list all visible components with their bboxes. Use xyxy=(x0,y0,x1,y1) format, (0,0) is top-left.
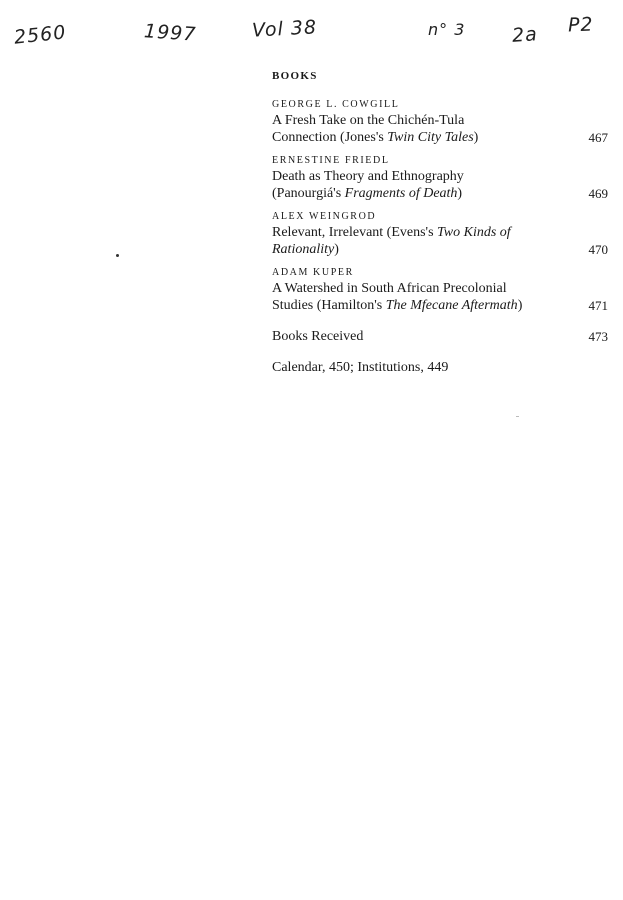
entry-title-line: A Fresh Take on the Chichén-Tula xyxy=(272,113,465,128)
section-title: BOOKS xyxy=(272,70,318,82)
handwritten-note: 1997 xyxy=(143,20,198,46)
scan-speck xyxy=(116,254,119,257)
table-of-contents xyxy=(272,98,608,376)
toc-entry xyxy=(272,154,608,202)
entry-page-number: 470 xyxy=(588,242,608,257)
entry-title-line: (Panourgiá's Fragments of Death) xyxy=(272,186,463,201)
calendar-institutions-line: Calendar, 450; Institutions, 449 xyxy=(272,360,449,375)
handwritten-note: n° 3 xyxy=(428,20,466,39)
handwritten-note: 2a xyxy=(511,23,539,47)
entry-page-number: 471 xyxy=(588,298,608,313)
books-received-page-number: 473 xyxy=(588,329,608,344)
entry-title-line: A Watershed in South African Precolonial xyxy=(272,281,507,296)
entry-title-line: Rationality) xyxy=(272,242,339,257)
entry-title-line: Studies (Hamilton's The Mfecane Aftermath) xyxy=(272,298,523,313)
book-title: Twin City Tales xyxy=(387,130,474,145)
entry-title-line: Relevant, Irrelevant (Evens's Two Kinds of xyxy=(272,225,511,240)
entry-author: ERNESTINE FRIEDL xyxy=(272,155,390,166)
entry-page-number: 469 xyxy=(588,186,608,201)
book-title: Two Kinds of xyxy=(437,225,511,240)
handwritten-note: 2560 xyxy=(12,21,68,49)
toc-entry xyxy=(272,98,608,146)
handwritten-note: Vol 38 xyxy=(251,16,318,42)
scan-speck xyxy=(516,416,519,417)
books-received-entry xyxy=(272,328,608,345)
handwritten-note: P2 xyxy=(567,13,594,37)
toc-entry xyxy=(272,210,608,258)
entry-author: ADAM KUPER xyxy=(272,267,354,278)
toc-entry xyxy=(272,266,608,314)
books-received-label: Books Received xyxy=(272,329,364,344)
entry-author: ALEX WEINGROD xyxy=(272,211,377,222)
entry-title-line: Connection (Jones's Twin City Tales) xyxy=(272,130,479,145)
entry-title-line: Death as Theory and Ethnography xyxy=(272,169,464,184)
book-title: The Mfecane Aftermath xyxy=(385,298,518,313)
entry-page-number: 467 xyxy=(588,130,608,145)
entry-author: GEORGE L. COWGILL xyxy=(272,99,400,110)
book-title: Rationality xyxy=(272,242,335,257)
book-title: Fragments of Death xyxy=(344,186,458,201)
